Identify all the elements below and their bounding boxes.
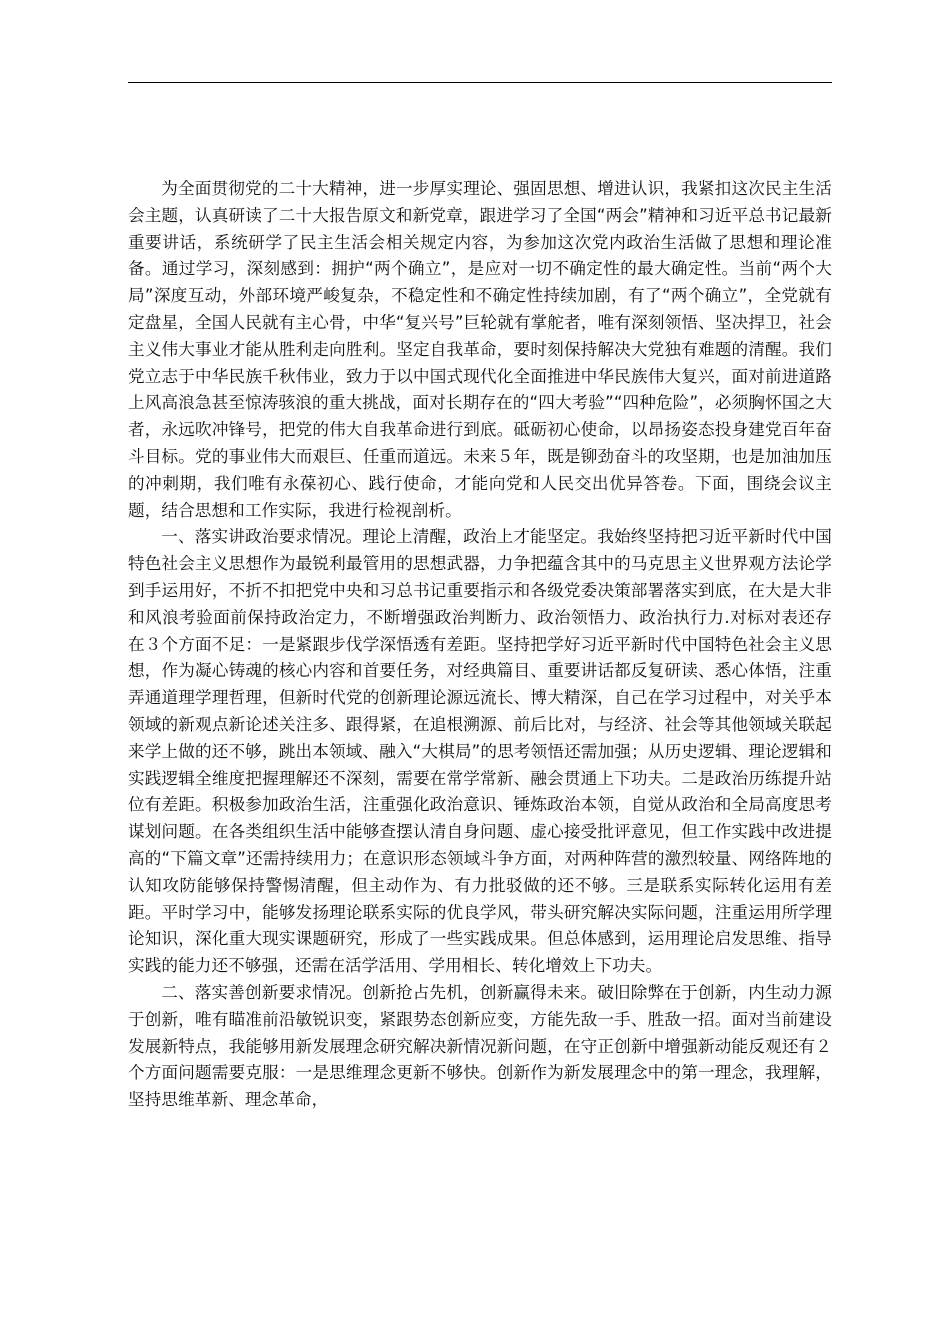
paragraph-intro: 为全面贯彻党的二十大精神，进一步厚实理论、强固思想、增进认识，我紧扣这次民主生活会主题，认真研读了二十大报告原文和新党章，跟进学习了全国“两会”精神和习近平总书记最新重要讲话，系统研学了民主生活会相关规定内容，为参加这次党内政治生活做了思想和理论准备。通过学习，深刻感到：拥护“两个确立”，是应对一切不确定性的最大确定性。当前“两个大局”深度互动，外部环境严峻复杂，不稳定性和不确定性持续加剧，有了“两个确立”，全党就有定盘星，全国人民就有主心骨，中华“复兴号”巨轮就有掌舵者，唯有深刻领悟、坚决捍卫，社会主义伟大事业才能从胜利走向胜利。坚定自我革命，要时刻保持解决大党独有难题的清醒。我们党立志于中华民族千秋伟业，致力于以中国式现代化全面推进中华民族伟大复兴，面对前进道路上风高浪急甚至惊涛骇浪的重大挑战，面对长期存在的“四大考验”“四种危险”，必须胸怀国之大者，永远吹冲锋号，把党的伟大自我革命进行到底。砥砺初心使命，以昂扬姿态投身建党百年奋斗目标。党的事业伟大而艰巨、任重而道远。未来５年，既是铆劲奋斗的攻坚期，也是加油加压的冲刺期，我们唯有永葆初心、践行使命，才能向党和人民交出优异答卷。下面，围绕会议主题，结合思想和工作实际，我进行检视剖析。	[128, 179, 832, 520]
paragraph-section-1: 一、落实讲政治要求情况。理论上清醒，政治上才能坚定。我始终坚持把习近平新时代中国特色社会主义思想作为最锐利最管用的思想武器，力争把蕴含其中的马克思主义世界观方法论学到手运用好，不折不扣把党中央和习总书记重要指示和各级党委决策部署落实到底，在大是大非和风浪考验面前保持政治定力，不断增强政治判断力、政治领悟力、政治执行力.对标对表还存在３个方面不足：一是紧跟步伐学深悟透有差距。坚持把学好习近平新时代中国特色社会主义思想，作为凝心铸魂的核心内容和首要任务，对经典篇目、重要讲话都反复研读、悉心体悟，注重弄通道理学理哲理，但新时代党的创新理论源远流长、博大精深，自己在学习过程中，对关乎本领域的新观点新论述关注多、跟得紧，在追根溯源、前后比对，与经济、社会等其他领域关联起来学上做的还不够，跳出本领域、融入“大棋局”的思考领悟还需加强；从历史逻辑、理论逻辑和实践逻辑全维度把握理解还不深刻，需要在常学常新、融会贯通上下功夫。二是政治历练提升站位有差距。积极参加政治生活，注重强化政治意识、锤炼政治本领，自觉从政治和全局高度思考谋划问题。在各类组织生活中能够查摆认清自身问题、虚心接受批评意见，但工作实践中改进提高的“下篇文章”还需持续用力；在意识形态领域斗争方面，对两种阵营的激烈较量、网络阵地的认知攻防能够保持警惕清醒，但主动作为、有力批驳做的还不够。三是联系实际转化运用有差距。平时学习中，能够发扬理论联系实际的优良学风，带头研究解决实际问题，注重运用所学理论知识，深化重大现实课题研究，形成了一些实践成果。但总体感到，运用理论启发思维、指导实践的能力还不够强，还需在活学活用、学用相长、转化增效上下功夫。	[128, 527, 832, 976]
document-body	[128, 176, 832, 1114]
header-rule	[128, 82, 832, 83]
paragraph-section-2: 二、落实善创新要求情况。创新抢占先机，创新赢得未来。破旧除弊在于创新，内生动力源于创新，唯有瞄准前沿敏锐识变，紧跟势态创新应变，方能先敌一手、胜敌一招。面对当前建设发展新特点，我能够用新发展理念研究解决新情况新问题，在守正创新中增强新动能反观还有２个方面问题需要克服：一是思维理念更新不够快。创新作为新发展理念中的第一理念，我理解，坚持思维革新、理念革命，	[128, 982, 832, 1110]
